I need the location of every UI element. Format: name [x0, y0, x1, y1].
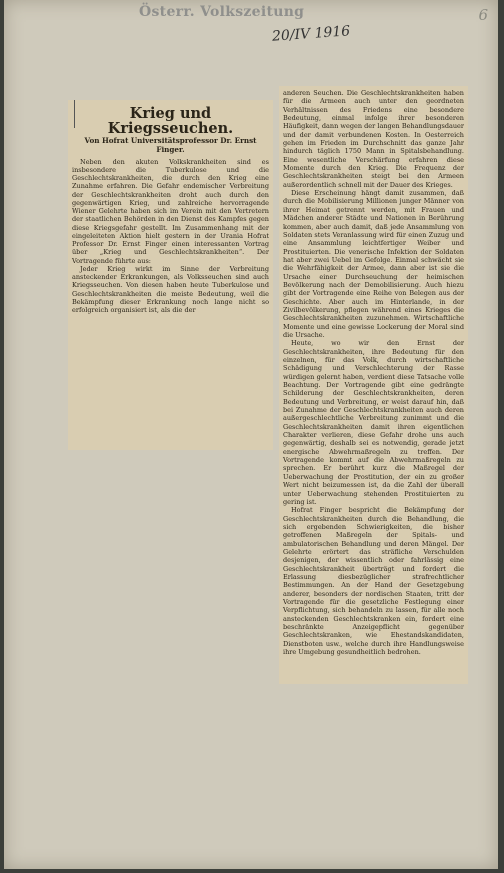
paragraph: Neben den akuten Volkskrankheiten sind es insbesondere die Tuberkulose und die Geschlechtskrankheiten, die durch den Krieg eine Zunahme erfahren. Die Gefahr endemischer Verbreitung der Geschlechtskrankheiten droht auch durch den gegenwärtigen Krieg, und zahlreiche hervorragende Wiener Gelehrte haben sich im Verein mit den Vertretern der staatlichen Behörden in den Dienst des Kampfes gegen diese Kriegsgefahr gestellt. Im Zusammenhang mit der eingeleiteten Aktion hielt gestern in der Urania Hofrat Professor Dr. Ernst Finger einen interessanten Vortrag über „Krieg und Geschlechtskrankheiten“. Der Vortragende führte aus: — [72, 157, 269, 265]
article-column-2 — [279, 86, 468, 656]
clipping-first-column — [68, 100, 273, 450]
paragraph: Hofrat Finger bespricht die Bekämpfung der Geschlechtskrankheiten durch die Behandlung, die sich ergebenden Schwierigkeiten, die bisher getroffenen Maßregeln der Spitals- und ambulatorischen Behandlung und deren Mängel. Der Gelehrte erörtert das sträfliche Verschulden desjenigen, der wissentlich oder fahrlässig eine Geschlechtskrankheit überträgt und fordert die Erlassung diesbezüglicher strafrechtlicher Bestimmungen. An der Hand der Gesetzgebung anderer, besonders der nordischen Staaten, tritt der Vortragende für die gesetzliche Festlegung einer Verpflichtung, sich behandeln zu lassen, für alle noch ansteckenden Geschlechtskranken ein, fordert eine beschränkte Anzeigepflicht gegenüber Geschlechtskranken, wie Ehestandskandidaten, Dienstboten usw., welche durch ihre Handlungsweise ihre Umgebung gesundheitlich bedrohen. — [283, 506, 464, 657]
newspaper-stamp: Österr. Volkszeitung — [139, 4, 305, 20]
article-headline: Krieg und Kriegsseuchen. — [107, 105, 234, 138]
clipping-second-column — [279, 86, 468, 684]
paragraph: Diese Erscheinung hängt damit zusammen, daß durch die Mobilisierung Millionen junger Männer von ihrer Heimat getrennt werden, mit Frauen und Mädchen anderer Städte und Nationen in Berührung kommen, aber auch damit, daß jede Ansammlung von Soldaten stets Veranlassung wird für einen Zuzug und eine Ansammlung leichtfertiger Weiber und Prostituierten. Die venerische Infektion der Soldaten hat aber zwei Uebel im Gefolge. Einmal schwächt sie die Wehrfähigkeit der Armee, dann aber ist sie die Ursache einer Durchseuchung der heimischen Bevölkerung nach der Demobilisierung. Auch hiezu gibt der Vortragende eine Reihe von Belegen aus der Geschichte. Aber auch im Hinterlande, in der Zivilbevölkerung, pflegen während eines Krieges die Geschlechtskrankheiten zuzunehmen. Wirtschaftliche Momente und eine gewisse Lockerung der Moral sind die Ursache. — [283, 189, 464, 339]
article-column-1 — [68, 158, 273, 315]
article-byline: Von Hofrat Universitätsprofessor Dr. Ernst Finger. — [84, 136, 257, 155]
handwritten-date: 20/IV 1916 — [271, 23, 351, 45]
corner-mark: 6 — [478, 6, 488, 24]
pencil-mark — [74, 100, 75, 128]
archive-sheet — [4, 0, 498, 869]
paragraph: Heute, wo wir den Ernst der Geschlechtskrankheiten, ihre Bedeutung für den einzelnen, für das Volk, durch wirtschaftliche Schädigung und Verschlechterung der Rasse würdigen gelernt haben, verdient diese Tatsache volle Beachtung. Der Vortragende gibt eine gedrängte Schilderung der Geschlechtskrankheiten, deren Bedeutung und Verbreitung, er weist darauf hin, daß bei Zunahme der Geschlechtskrankheiten auch deren außergeschlechtliche Verbreitung zunimmt und die Geschlechtskrankheiten damit ihren eigentlichen Charakter verlieren, diese Gefahr drohe uns auch gegenwärtig, deshalb sei es notwendig, gerade jetzt energische Abwehrmaßregeln zu treffen. Der Vortragende kommt auf die Abwehrmaßregeln zu sprechen. Er berührt kurz die Maßregel der Ueberwachung der Prostitution, der ein zu großer Wert nicht beizumessen ist, da die Zahl der überall unter Ueberwachung stehenden Prostituierten zu gering ist. — [283, 339, 464, 506]
paragraph: Jeder Krieg wirkt im Sinne der Verbreitung ansteckender Erkrankungen, als Volksseuchen sind auch Kriegsseuchen. Von diesen haben heute Tuberkulose und Geschlechtskrankheiten die meiste Bedeutung, weil die Bekämpfung dieser Erkrankung noch lange nicht so erfolgreich organisiert ist, als die der — [72, 264, 269, 315]
paragraph: anderen Seuchen. Die Geschlechtskrankheiten haben für die Armeen auch unter den geordneten Verhältnissen des Friedens eine besondere Bedeutung, einmal infolge ihrer besonderen Häufigkeit, dann wegen der langen Behandlungsdauer und der damit verbundenen Kosten. In Oesterreich gehen im Frieden im Durchschnitt das ganze Jahr hindurch täglich 1750 Mann in Spitalsbehandlung. Eine wesentliche Verschärfung erfahren diese Momente durch den Krieg. Die Frequenz der Geschlechtskrankheiten steigt bei den Armeen außerordentlich schnell mit der Dauer des Krieges. — [283, 89, 464, 189]
